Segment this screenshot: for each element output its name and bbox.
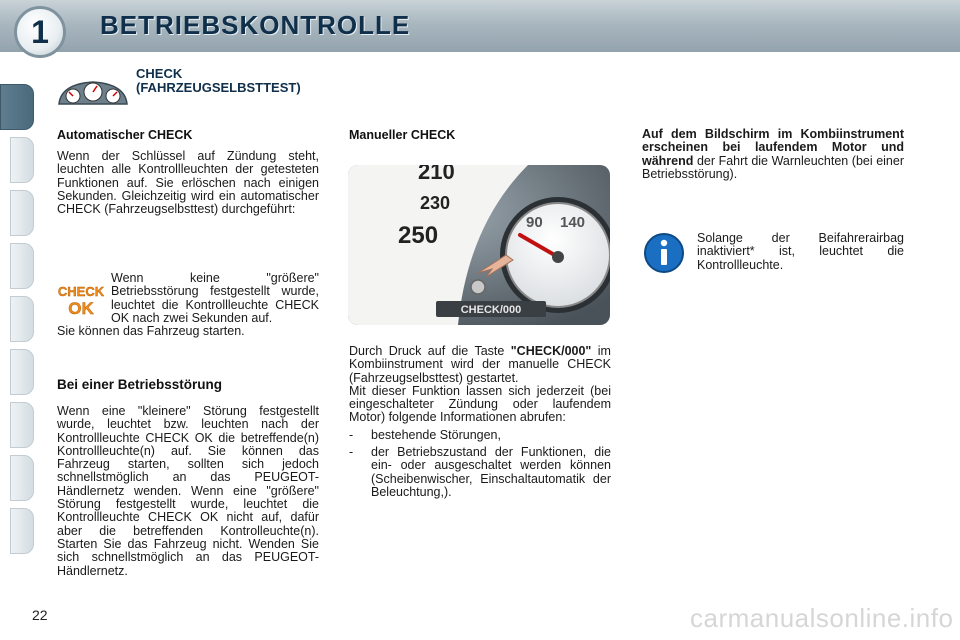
section-title-line2: (FAHRZEUGSELBSTTEST) xyxy=(136,80,301,95)
manual-check-heading: Manueller CHECK xyxy=(349,128,456,142)
airbag-info-text: Solange der Beifahrerairbag inaktiviert* ist, leuchtet die Kontrollleuchte. xyxy=(697,231,904,272)
manual-check-text-before: Durch Druck auf die Taste xyxy=(349,344,505,358)
check-button-name: "CHECK/000" xyxy=(510,344,592,358)
manual-check-text2: Mit dieser Funktion lassen sich jederzeit (bei eingeschalteter Zündung oder laufendem Motor) folgende Informationen abrufen: xyxy=(349,383,611,425)
check-ok-start-text: Sie können das Fahrzeug starten. xyxy=(57,324,245,338)
side-tab[interactable] xyxy=(10,190,34,236)
info-icon xyxy=(643,232,685,274)
manual-check-list xyxy=(349,429,611,499)
side-tab-strip xyxy=(0,62,34,577)
chapter-number-badge: 1 xyxy=(14,6,66,58)
gauge-label-140: 140 xyxy=(560,214,586,231)
automatic-check-heading: Automatischer CHECK xyxy=(57,128,193,142)
gauge-check-button-label: CHECK/000 xyxy=(460,304,522,316)
watermark: carmanualsonline.info xyxy=(690,603,954,633)
manual-check-text xyxy=(349,345,611,499)
list-item: - der Betriebszustand der Funktionen, die ein- oder ausgeschaltet werden können (Scheibenwischer, Einschaltautomatik der Beleuchtung,). xyxy=(349,446,611,499)
page-header xyxy=(0,0,960,52)
check-ok-warning-icon xyxy=(58,281,104,317)
side-tab-active[interactable] xyxy=(0,84,34,130)
chapter-title: BETRIEBSKONTROLLE xyxy=(100,10,411,40)
instrument-gauge-photo xyxy=(348,165,610,325)
instrument-cluster-icon xyxy=(57,78,129,106)
side-tab[interactable] xyxy=(10,137,34,183)
side-tab[interactable] xyxy=(10,402,34,448)
check-ok-text: Wenn keine "größere" Betriebsstörung festgestellt wurde, leuchtet die Kontrollleuchte CHECK OK nach zwei Sekunden auf. xyxy=(111,271,319,325)
side-tab[interactable] xyxy=(10,455,34,501)
display-warning-text xyxy=(642,128,904,181)
check-ok-icon-label: CHECK xyxy=(58,284,104,299)
section-title-line1: CHECK xyxy=(136,66,183,81)
automatic-check-intro: Wenn der Schlüssel auf Zündung steht, leuchten alle Kontrollleuchten der getesteten Funktionen auf. Sie erlöschen nach einigen Sekunden. Gleichzeitig wird ein automatischer CHECK (Fahrzeugselbsttest) durchgeführt: xyxy=(57,149,319,217)
manual-check-text-after: im Kombiinstrument wird der manuelle CHECK (Fahrzeugselbsttest) gestartet. xyxy=(349,344,611,385)
side-tab[interactable] xyxy=(10,508,34,554)
section-title xyxy=(136,67,301,95)
side-tab[interactable] xyxy=(10,349,34,395)
gauge-label-230: 230 xyxy=(420,193,451,213)
gauge-label-250: 250 xyxy=(398,222,439,249)
fault-heading: Bei einer Betriebsstörung xyxy=(57,377,223,392)
gauge-label-90: 90 xyxy=(526,214,543,231)
page-number: 22 xyxy=(32,607,48,623)
gauge-label-210: 210 xyxy=(418,165,455,184)
side-tab[interactable] xyxy=(10,243,34,289)
list-item: - bestehende Störungen, xyxy=(349,429,611,442)
fault-text: Wenn eine "kleinere" Störung festgestellt wurde, leuchtet bzw. leuchten nach der Kontrollleuchte CHECK OK die betreffende(n) Kontrollleuchte(n) auf. Sie können das Fahrzeug starten, sollten sich jedoch schnellstmöglich an das PEUGEOT-Händlernetz wenden. Wenn eine "größere" Störung festgestellt wurde, leuchtet die Kontrollleuchte CHECK OK nicht auf, dafür aber die betreffenden Kontrolleuchte(n). Starten Sie das Fahrzeug nicht. Wenden Sie sich schnellstmöglich an das PEUGEOT-Händlernetz. xyxy=(57,404,319,578)
side-tab[interactable] xyxy=(10,296,34,342)
check-ok-icon-ok: OK xyxy=(68,299,94,317)
display-warning-normal: der Fahrt die Warnleuchten (bei einer Betriebsstörung). xyxy=(642,153,904,181)
display-warning-bold: Auf dem Bildschirm im Kombiinstrument erscheinen bei laufendem Motor und während xyxy=(642,127,904,168)
